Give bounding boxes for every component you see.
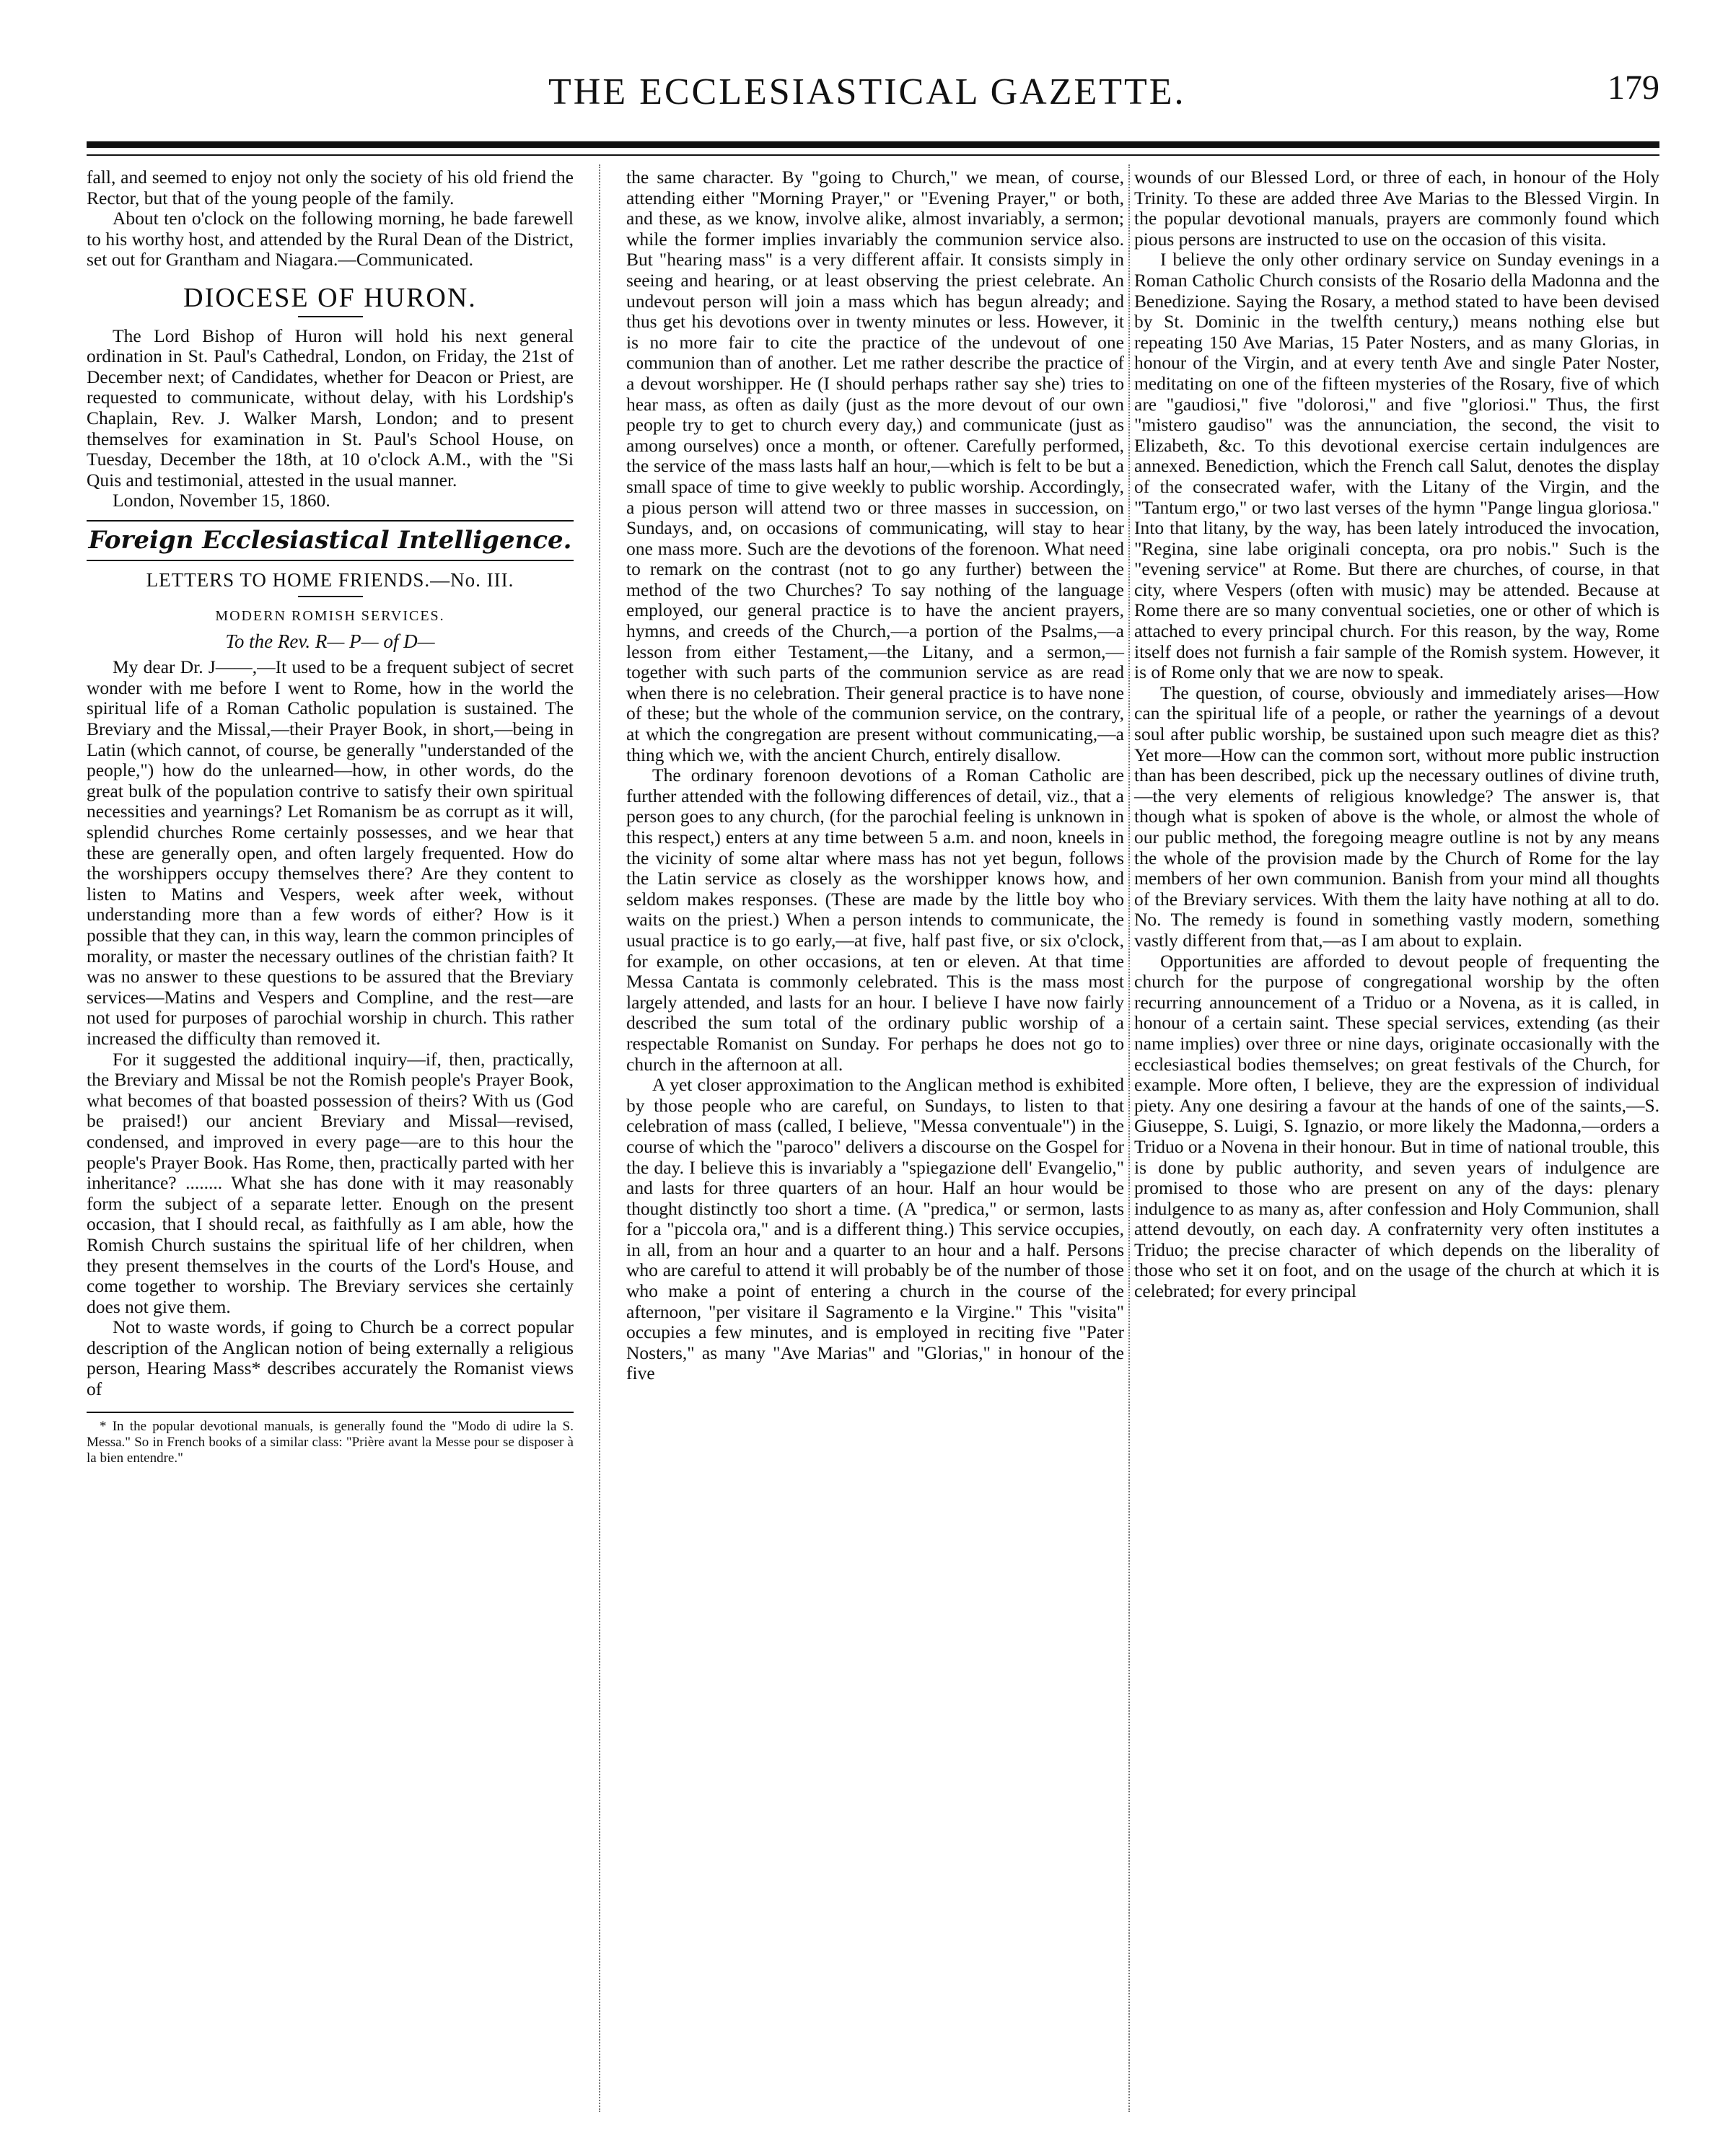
column-3 [1134,167,1659,1302]
paragraph: Opportunities are afforded to devout people of frequenting the church for the purpose of congregational worship by the often recurring announcement of a Triduo or a Novena, as it is called, in honour of a certain saint. These special services, extending (as their name implies) over three or nine days, originate occasionally with the ecclesiastical bodies themselves; on great festivals of the Church, for example. More often, I believe, they are the expression of individual piety. Any one desiring a favour at the hands of one of the saints,—S. Giuseppe, S. Luigi, S. Ignazio, or more likely the Madonna,—orders a Triduo or a Novena in their honour. But in time of national trouble, this is done by public authority, and seven years of indulgence are promised to those who are present on any of the days: plenary indulgence to as many as, after confession and Holy Communion, shall attend devoutly, on each day. A confraternity very often institutes a Triduo; the precise character of which depends on the liberality of those who set it on foot, and on the usage of the church at which it is celebrated; for every principal [1134,950,1659,1302]
paragraph: For it suggested the additional inquiry—if, then, practically, the Breviary and Missal be not the Romish people's Prayer Book, what becomes of that boasted possession of theirs? With us (God be praised!) our ancient Breviary and Missal—revised, condensed, and improved in every page—are to this hour the people's Prayer Book. Has Rome, then, practically parted with her inheritance? ........ What she has done with it may reasonably form the subject of a separate letter. Enough on the present occasion, that I should recal, as faithfully as I am able, how the Romish Church sustains the spiritual life of her children, when they present themselves in the courts of the Lord's House, and come together to worship. The Breviary services she certainly does not give them. [87,1048,574,1317]
column-1 [87,167,574,1466]
section-heading-foreign: Foreign Ecclesiastical Intelligence. [88,525,572,555]
dateline: London, November 15, 1860. [113,490,330,511]
divider [87,560,574,561]
column-divider [599,164,600,2112]
publication-title: THE ECCLESIASTICAL GAZETTE. [548,71,1186,113]
paragraph: My dear Dr. J——,—It used to be a frequent subject of secret wonder with me before I went to Rome, how in the world the spiritual life of a Roman Catholic population is sustained. The Breviary and the Missal,—their Prayer Book, in short,—being in Latin (which cannot, of course, be generally "understanded of the people,") how do the unlearned—how, in other words, do the great bulk of the population contrive to satisfy their own spiritual necessities and yearnings? Let Romanism be as corrupt as it will, splendid churches Rome certainly possesses, and we hear that these are generally open, and often largely frequented. How do the worshippers occupy themselves there? Are they content to listen to Matins and Vespers, week after week, without understanding more than a few words of either? How is it possible that they can, in this way, learn the common principles of morality, or master the necessary outlines of the christian faith? It was no answer to these questions to be assured that the Breviary services—Matins and Vespers and Compline, and the rest—are not used for purposes of parochial worship in church. This rather increased the difficulty than removed it. [87,656,574,1049]
paragraph: wounds of our Blessed Lord, or three of each, in honour of the Holy Trinity. To these are added three Ave Marias to the Blessed Virgin. In the popular devotional manuals, prayers are commonly found which pious persons are instructed to use on the occasion of this visita. [1134,167,1659,250]
divider [298,596,363,597]
page-number: 179 [1608,69,1659,107]
column-divider [1128,164,1130,2112]
salutation-line: To the Rev. R— P— of D— [225,630,435,652]
paragraph: The ordinary forenoon devotions of a Roman Catholic are further attended with the following differences of detail, viz., that a person goes to any church, (for the parochial feeling is unknown in this respect,) enters at any time between 5 a.m. and noon, kneels in the vicinity of some altar where mass has not yet begun, follows the Latin service as closely as the worshipper knows how, and seldom makes responses. (These are made by the little boy who waits on the priest.) When a person intends to communicate, the usual practice is to go early,—at five, half past five, or six o'clock, for example, on other occasions, at ten or eleven. At that time Messa Cantata is commonly celebrated. This is the mass most largely attended, and lasts for an hour. I believe I have now fairly described the sum total of the ordinary public worship of a respectable Romanist on Sunday. For perhaps he does not go to church in the afternoon at all. [626,765,1124,1075]
paragraph: Not to waste words, if going to Church be a correct popular description of the Anglican notion of being externally a religious person, Hearing Mass* describes accurately the Romanist views of [87,1316,574,1400]
subheading: MODERN ROMISH SERVICES. [215,608,445,625]
section-heading-diocese: DIOCESE OF HURON. [183,282,477,313]
divider [87,520,574,522]
paragraph: About ten o'clock on the following morning, he bade farewell to his worthy host, and attended by the Rural Dean of the District, set out for Grantham and Niagara.—Communicated. [87,208,574,270]
paragraph: fall, and seemed to enjoy not only the society of his old friend the Rector, but that of the young people of the family. [87,167,574,208]
paragraph: A yet closer approximation to the Anglican method is exhibited by those people who are careful, on Sundays, to listen to that celebration of mass (called, I believe, "Messa conventuale") in the course of which the "paroco" delivers a discourse on the Gospel for the day. I believe this is invariably a "spiegazione dell' Evangelio," and lasts for three quarters of an hour. Half an hour would be thought distinctly too short a time. (A "predica," or sermon, lasts for a "piccola ora," and is a different thing.) This service occupies, in all, from an hour and a quarter to an hour and a half. Persons who are careful to attend it will probably be of the number of those who make a point of entering a church in the course of the afternoon, "per visitare il Sagramento e la Virgine." This "visita" occupies a few minutes, and is employed in reciting five "Pater Nosters," as many "Ave Marias" and "Glorias," in honour of the five [626,1074,1124,1384]
header-rule-thin [87,154,1659,156]
paragraph: the same character. By "going to Church," we mean, of course, attending either "Morning Prayer," or "Evening Prayer," or both, and these, as we know, involve alike, almost invariably, a sermon; while the former implies invariably the communion service also. But "hearing mass" is a very different affair. It consists simply in seeing and hearing, or at least observing the priest celebrate. An undevout person will join a mass which has begun already; and thus get his devotions over in twenty minutes or less. However, it is no more fair to cite the practice of the undevout of one communion than of another. Let me rather describe the practice of a devout worshipper. He (I should perhaps rather say she) tries to hear mass, as often as daily (just as the more devout of our own people try to get to church every day,) and communicate (just as among ourselves) once a month, or oftener. Carefully performed, the service of the mass lasts half an hour,—which is felt to be but a small space of time to give weekly to public worship. Accordingly, a pious person will attend two or three masses in succession, on Sundays, and, on occasions of communicating, will stay to hear one mass more. Such are the devotions of the forenoon. What need to remark on the contrast (not to go any further) between the method of the two Churches? To say nothing of the language employed, our general practice is to have the ancient prayers, hymns, and creeds of the Church,—a portion of the Psalms,—a lesson from either Testament,—the Litany, and a sermon,—together with such parts of the communion service as are read when there is no celebration. Their general practice is to have none of these; but the whole of the communion service, on the contrary, at which the congregation are present without communicating,—a thing which we, with the ancient Church, entirely disallow. [626,167,1124,765]
letters-heading: LETTERS TO HOME FRIENDS.—No. III. [146,568,514,591]
footnote: * In the popular devotional manuals, is generally found the "Modo di udire la S. Messa." So in French books of a similar class: "Prière avant la Messe pour se disposer à la bien entendre." [87,1412,574,1466]
divider [298,316,363,317]
paragraph: I believe the only other ordinary service on Sunday evenings in a Roman Catholic Church consists of the Rosario della Madonna and the Benedizione. Saying the Rosary, a method stated to have been devised by St. Dominic in the twelfth century,) means nothing else but repeating 150 Ave Marias, 15 Pater Nosters, and as many Glorias, in honour of the Virgin, and at every tenth Ave and single Pater Noster, meditating on one of the fifteen mysteries of the Rosary, five of which are "gaudiosi," five "dolorosi," and five "gloriosi." Thus, the first "mistero gaudiso" was the annunciation, the second, the visit to Elizabeth, &c. To this devotional exercise certain indulgences are annexed. Benediction, which the French call Salut, denotes the display of the consecrated wafer, with the Litany of the Virgin, and the "Tantum ergo," or two last verses of the hymn "Pange lingua gloriosa." Into that litany, by the way, has been lately introduced the invocation, "Regina, sine labe originali concepta, ora pro nobis." Such is the "evening service" at Rome. But there are churches, of course, in that city, where Vespers (often with music) may be attended. Because at Rome there are so many conventual societies, one or other of which is attached to every principal church. For this reason, by the way, Rome itself does not furnish a fair sample of the Romish system. However, it is of Rome only that we are now to speak. [1134,249,1659,683]
header-rule-thick [87,141,1659,148]
paragraph: The Lord Bishop of Huron will hold his next general ordination in St. Paul's Cathedral, London, on Friday, the 21st of December next; of Candidates, whether for Deacon or Priest, are requested to communicate, without delay, with his Lordship's Chaplain, Rev. J. Walker Marsh, London; and to present themselves for examination in St. Paul's School House, on Tuesday, December the 18th, at 10 o'clock A.M., with the "Si Quis and testimonial, attested in the usual manner. [87,325,574,490]
paragraph: The question, of course, obviously and immediately arises—How can the spiritual life of a people, or rather the yearnings of a devout soul after public worship, be sustained upon such meagre diet as this? Yet more—How can the common sort, without more public instruction than has been described, pick up the necessary outlines of divine truth,—the very elements of religious knowledge? The answer is, that though what is spoken of above is the whole, or almost the whole of our public method, the foregoing meagre outline is not by any means the whole of the provision made by the Church of Rome for the lay members of her own communion. Banish from your mind all thoughts of the Breviary services. With them the laity have nothing at all to do. No. The remedy is found in something vastly modern, something vastly different from that,—as I am about to explain. [1134,682,1659,951]
page-header [87,63,1659,128]
column-2 [626,167,1124,1384]
